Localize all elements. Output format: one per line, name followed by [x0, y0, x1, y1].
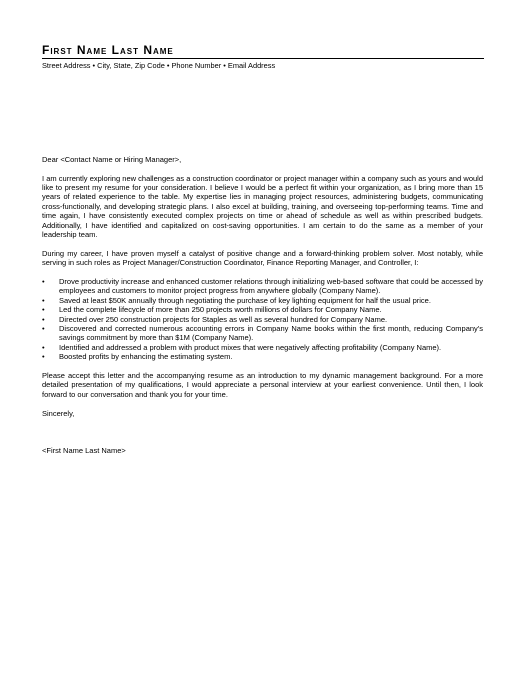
bullet-icon: • — [42, 352, 45, 362]
paragraph-intro: I am currently exploring new challenges as a construction coordinator or project manager within a company such as yours and would like to present my resume for your consideration. I believe I would be a perfect fit within your organization, as I bring more than 15 years of related experience to the table. My expertise lies in managing project resources, administering budgets, communicating cross-functionally, and developing strategic plans. I also excel at building, training, and overseeing top-performing teams. Time and time again, I have consistently executed complex projects on time or ahead of schedule as well as within prescribed budgets. Additionally, I have identified and capitalized on cost-saving opportunities. I am certain to do the same as a member of your leadership team. — [42, 173, 483, 240]
list-item-text: Drove productivity increase and enhanced customer relations through initializing web-based software that could be accessed by employees and customers to monitor project progress from anywhere globally (Company Name). — [59, 277, 483, 296]
salutation: Dear <Contact Name or Hiring Manager>, — [42, 155, 182, 164]
complimentary-close: Sincerely, — [42, 408, 75, 418]
achievement-list — [42, 277, 483, 362]
list-item — [42, 305, 483, 314]
paragraph-career: During my career, I have proven myself a catalyst of positive change and a forward-thinking problem solver. Most notably, while serving in such roles as Project Manager/Construction Coordinator, Finance Reporting Manager, and Controller, I: — [42, 248, 483, 268]
list-item — [42, 352, 483, 361]
list-item — [42, 296, 483, 305]
signature-name: <First Name Last Name> — [42, 446, 126, 456]
list-item — [42, 324, 483, 343]
paragraph-closing: Please accept this letter and the accompanying resume as an introduction to my dynamic management background. For a more detailed presentation of my qualifications, I would appreciate a personal interview at your earliest convenience. Until then, I look forward to our conversation and thank you for your time. — [42, 371, 483, 399]
bullet-icon: • — [42, 342, 45, 352]
list-item-text: Discovered and corrected numerous accounting errors in Company Name books within the first month, reducing Company's savings commitment by more than $1M (Company Name). — [59, 324, 483, 343]
bullet-icon: • — [42, 305, 45, 315]
list-item-text: Led the complete lifecycle of more than 250 projects worth millions of dollars for Company Name. — [59, 305, 382, 315]
list-item — [42, 315, 483, 324]
list-item-text: Directed over 250 construction projects for Staples as well as several hundred for Company Name. — [59, 314, 388, 324]
list-item-text: Boosted profits by enhancing the estimating system. — [59, 352, 233, 362]
bullet-icon: • — [42, 314, 45, 324]
header-divider — [42, 58, 484, 59]
bullet-icon: • — [42, 295, 45, 305]
list-item — [42, 277, 483, 296]
list-item-text: Saved at least $50K annually through negotiating the purchase of key lighting equipment for half the usual price. — [59, 295, 431, 305]
bullet-icon: • — [42, 277, 45, 287]
contact-line: Street Address • City, State, Zip Code • Phone Number • Email Address — [42, 61, 276, 70]
letter-body — [42, 155, 483, 465]
applicant-name: First Name Last Name — [42, 43, 174, 57]
list-item-text: Identified and addressed a problem with product mixes that were negatively affecting profitability (Company Name). — [59, 342, 442, 352]
list-item — [42, 343, 483, 352]
bullet-icon: • — [42, 324, 45, 334]
